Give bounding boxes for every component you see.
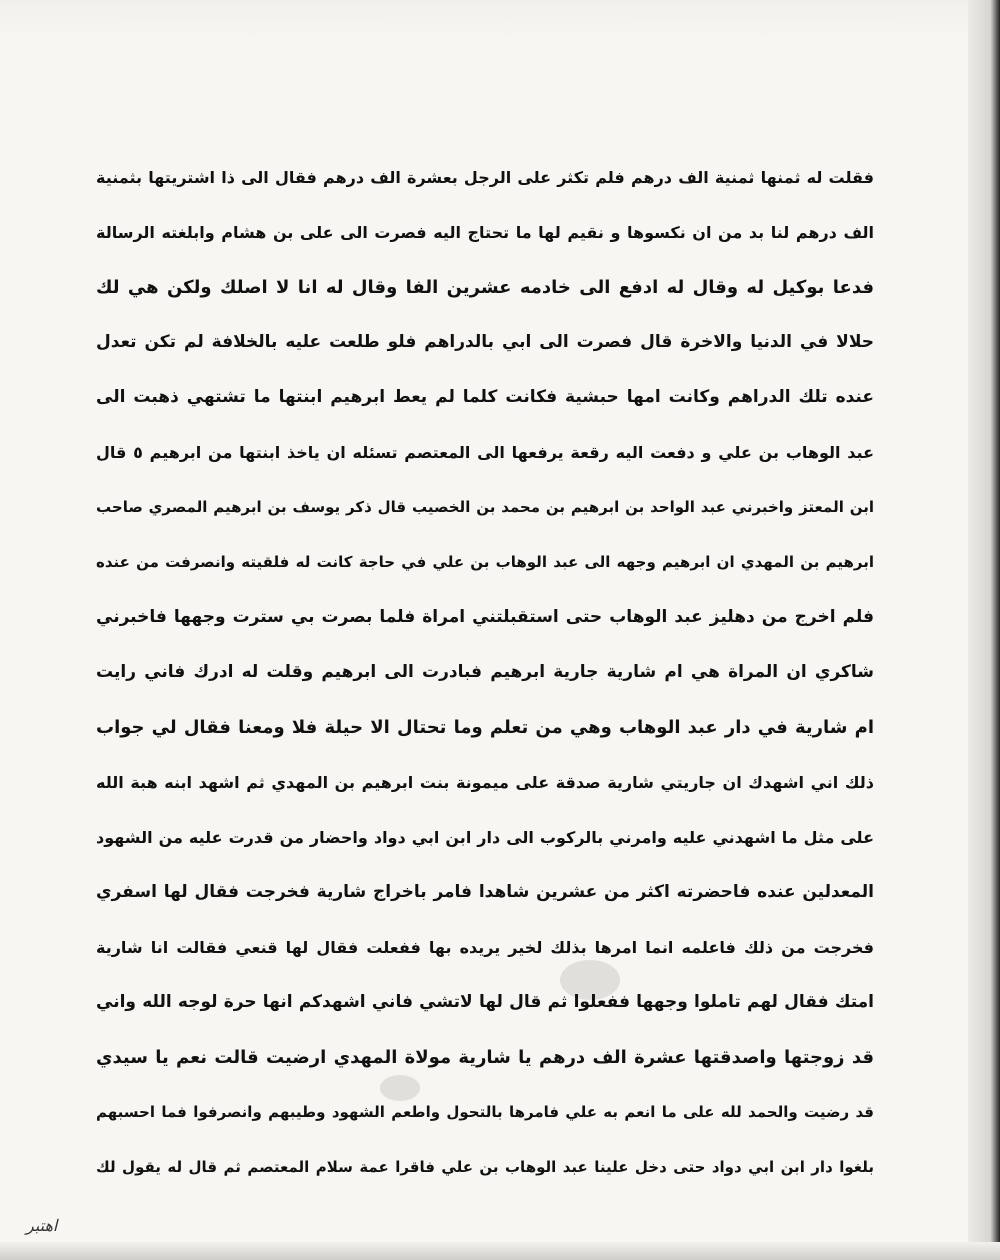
text-line: ابرهيم بن المهدي ان ابرهيم وجهه الى عبد الوهاب بن علي في حاجة كانت له فلقيته وانصرفت من عنده xyxy=(96,553,874,571)
text-line: فقلت له ثمنها ثمنية الف درهم فلم تكثر على الرجل بعشرة الف درهم فقال الى ذا اشتريتها بثمنية xyxy=(96,168,874,187)
text-line: عنده تلك الدراهم وكانت امها حبشية فكانت كلما لم يعط ابرهيم ابنتها ما تشتهي ذهبت الى xyxy=(96,387,874,407)
text-line: بلغوا دار ابن ابي دواد حتى دخل علينا عبد الوهاب بن علي فاقرا عمة سلام المعتصم ثم قال له يقول لك xyxy=(96,1158,874,1176)
manuscript-text-block xyxy=(96,150,874,1195)
page-binding-edge xyxy=(968,0,1000,1260)
text-line: امتك فقال لهم تاملوا وجهها ففعلوا ثم قال لها لاتشي فاني اشهدكم انها حرة لوجه الله واني xyxy=(96,992,874,1012)
text-line: ام شارية في دار عبد الوهاب وهي من تعلم وما تحتال الا حيلة فلا ومعنا فقال لي جواب xyxy=(96,717,874,738)
text-line: ذلك اني اشهدك ان جاريتي شارية صدقة على ميمونة بنت ابرهيم بن المهدي ثم اشهد ابنه هبة الله xyxy=(96,773,874,792)
text-line: ابن المعتز واخبرني عبد الواحد بن ابرهيم بن محمد بن الخصيب قال ذكر يوسف بن ابرهيم المصري صاحب xyxy=(96,498,874,516)
text-line: حلالا في الدنيا والاخرة قال فصرت الى ابي بالدراهم فلو طلعت عليه بالخلافة لم تكن تعدل xyxy=(96,332,874,352)
text-line: قد رضيت والحمد لله على ما انعم به علي فامرها بالتحول واطعم الشهود وطيبهم وانصرفوا فما احسبهم xyxy=(96,1103,874,1121)
text-line: عبد الوهاب بن علي و دفعت اليه رقعة يرفعها الى المعتصم تسئله ان ياخذ ابنتها من ابرهيم ٥ قال xyxy=(96,443,874,462)
page-bottom-edge xyxy=(0,1242,1000,1260)
text-line: فخرجت من ذلك فاعلمه انما امرها بذلك لخير يريده بها ففعلت فقال لها قنعي فقالت انا شارية xyxy=(96,938,874,957)
text-line: المعدلين عنده فاحضرته اكثر من عشرين شاهدا فامر باخراج شارية فخرجت فقال لها اسفري xyxy=(96,882,874,902)
text-line: شاكري ان المراة هي ام شارية جارية ابرهيم فبادرت الى ابرهيم وقلت له ادرك فاني رايت xyxy=(96,662,874,682)
text-line: فدعا بوكيل له وقال له ادفع الى خادمه عشرين الفا وقال له انا لا اصلك ولكن هي لك xyxy=(96,277,874,298)
text-line: قد زوجتها واصدقتها عشرة الف درهم يا شارية مولاة المهدي ارضيت قالت نعم يا سيدي xyxy=(96,1047,874,1068)
text-line: الف درهم لنا بد من ان نكسوها و نقيم لها ما تحتاج اليه فصرت الى على بن هشام وابلغته الرسالة xyxy=(96,223,874,242)
text-line: على مثل ما اشهدني عليه وامرني بالركوب الى دار ابن ابي دواد واحضار من قدرت عليه من الشهود xyxy=(96,828,874,847)
page-top-edge xyxy=(0,0,1000,40)
text-line: فلم اخرج من دهليز عبد الوهاب حتى استقبلتني امراة فلما بصرت بي سترت وجهها فاخبرني xyxy=(96,607,874,627)
catchword: اهتبر xyxy=(26,1216,58,1235)
